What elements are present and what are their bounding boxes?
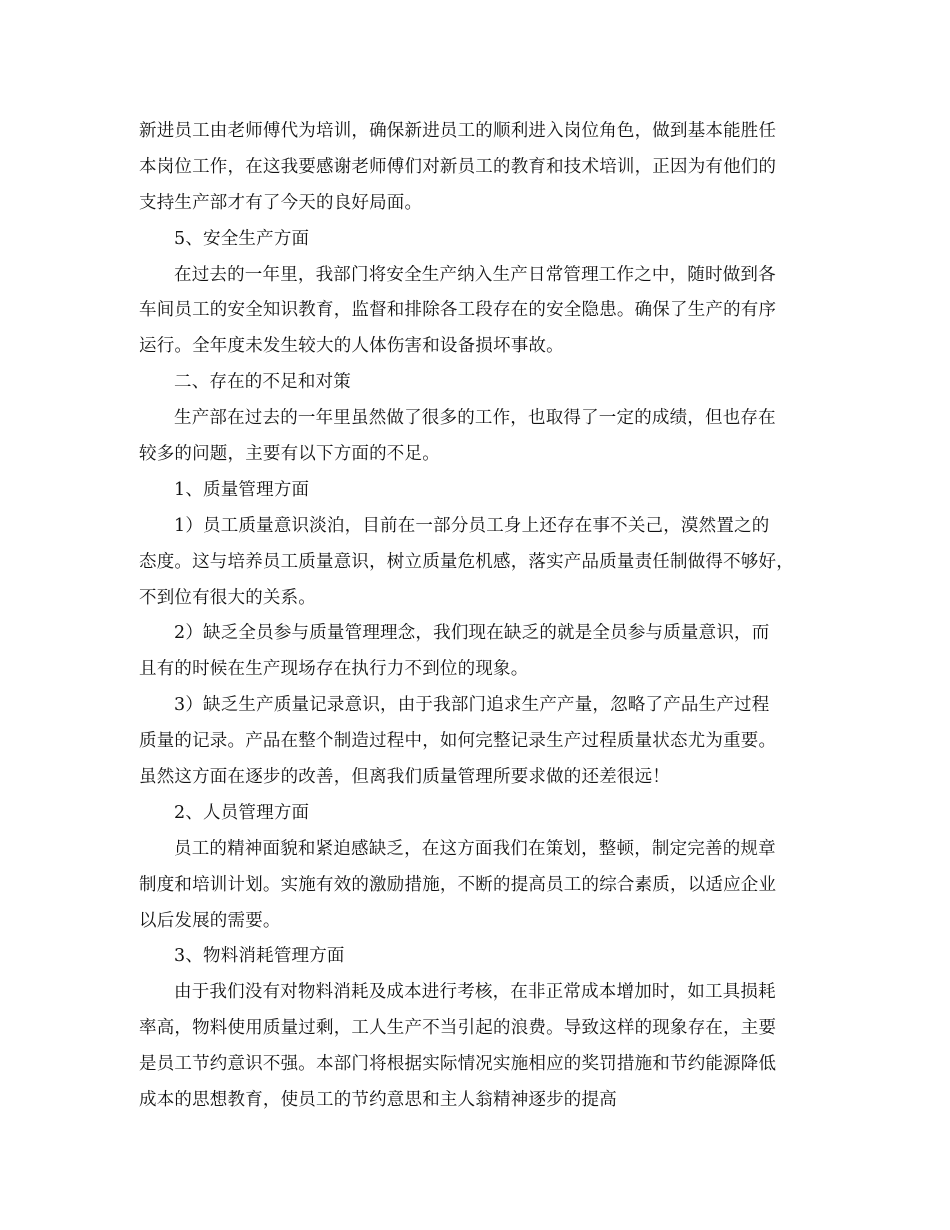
text-line: 虽然这方面在逐步的改善，但离我们质量管理所要求做的还差很远！ (139, 767, 670, 788)
text-line: 3）缺乏生产质量记录意识，由于我部门追求生产产量，忽略了产品生产过程 (174, 695, 770, 716)
text-line: 生产部在过去的一年里虽然做了很多的工作，也取得了一定的成绩，但也存在 (174, 408, 776, 429)
text-line: 车间员工的安全知识教育，监督和排除各工段存在的安全隐患。确保了生产的有序 (139, 300, 777, 321)
text-line: 在过去的一年里，我部门将安全生产纳入生产日常管理工作之中，随时做到各 (174, 264, 776, 285)
text-line: 1）员工质量意识淡泊，目前在一部分员工身上还存在事不关己，漠然置之的 (174, 515, 770, 536)
text-line: 2、人员管理方面 (174, 802, 310, 823)
text-line: 质量的记录。产品在整个制造过程中，如何完整记录生产过程质量状态尤为重要。 (139, 731, 777, 752)
text-line: 新进员工由老师傅代为培训，确保新进员工的顺利进入岗位角色，做到基本能胜任 (139, 121, 777, 141)
text-line: 由于我们没有对物料消耗及成本进行考核，在非正常成本增加时，如工具损耗 (174, 982, 776, 1003)
text-line: 本岗位工作，在这我要感谢老师傅们对新员工的教育和技术培训，正因为有他们的 (139, 156, 777, 177)
text-line: 且有的时候在生产现场存在执行力不到位的现象。 (139, 659, 529, 680)
text-line: 较多的问题，主要有以下方面的不足。 (139, 444, 440, 465)
text-line: 率高，物料使用质量过剩，工人生产不当引起的浪费。导致这样的现象存在，主要 (139, 1018, 777, 1039)
text-line: 二、存在的不足和对策 (174, 372, 351, 393)
text-line: 1、质量管理方面 (174, 479, 310, 500)
text-line: 支持生产部才有了今天的良好局面。 (139, 192, 423, 213)
text-line: 运行。全年度未发生较大的人体伤害和设备损坏事故。 (139, 336, 564, 357)
document-body (139, 114, 829, 1119)
text-line: 5、安全生产方面 (174, 228, 310, 249)
text-line: 成本的思想教育，使员工的节约意思和主人翁精神逐步的提高 (139, 1090, 617, 1111)
text-line: 员工的精神面貌和紧迫感缺乏，在这方面我们在策划，整顿，制定完善的规章 (174, 838, 776, 859)
text-line: 2）缺乏全员参与质量管理理念，我们现在缺乏的就是全员参与质量意识，而 (174, 623, 770, 644)
text-line: 态度。这与培养员工质量意识，树立质量危机感，落实产品质量责任制做得不够好， (139, 551, 794, 572)
text-line: 是员工节约意识不强。本部门将根据实际情况实施相应的奖罚措施和节约能源降低 (139, 1054, 777, 1075)
text-line: 不到位有很大的关系。 (139, 587, 316, 608)
text-line: 3、物料消耗管理方面 (174, 946, 345, 967)
text-line: 以后发展的需要。 (139, 910, 281, 931)
text-line: 制度和培训计划。实施有效的激励措施，不断的提高员工的综合素质，以适应企业 (139, 874, 777, 895)
